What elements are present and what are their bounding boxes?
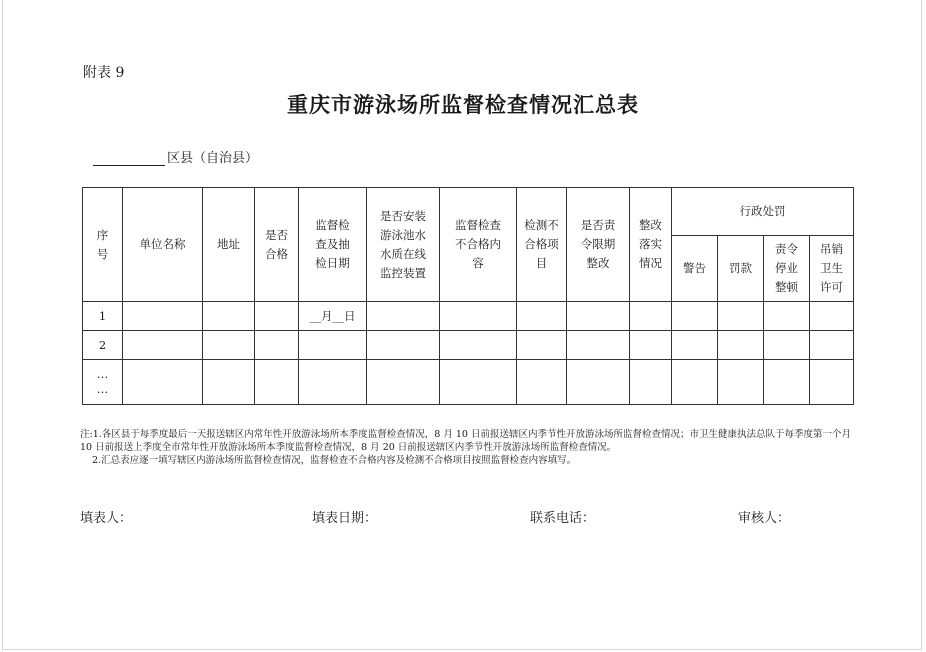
cell[interactable]	[517, 302, 567, 331]
cell[interactable]	[203, 360, 255, 405]
cell[interactable]	[672, 331, 718, 360]
header-address: 地址	[203, 188, 255, 302]
cell[interactable]	[255, 302, 299, 331]
cell[interactable]	[517, 360, 567, 405]
cell[interactable]	[123, 302, 203, 331]
row-seq: 1	[83, 302, 123, 331]
cell[interactable]	[440, 331, 517, 360]
notes	[80, 428, 860, 467]
cell[interactable]	[440, 302, 517, 331]
header-online-monitor: 是否安装游泳池水水质在线监控装置	[367, 188, 440, 302]
header-unit-name: 单位名称	[123, 188, 203, 302]
note-1: 注:1.各区县于每季度最后一天报送辖区内常年性开放游泳场所本季度监督检查情况，8 月 10 日前报送辖区内季节性开放游泳场所监督检查情况；市卫生健康执法总队于每季度第一个月 10 日前报送上季度全市常年性开放游泳场所本季度监督检查情况，8 月 20 日前报送辖区内季节性开放游泳场所监督检查情况。	[80, 429, 851, 453]
cell[interactable]	[567, 302, 630, 331]
district-field	[93, 147, 258, 166]
header-ordered-rectify: 是否责令限期整改	[567, 188, 630, 302]
cell[interactable]	[718, 360, 764, 405]
header-admin-penalty: 行政处罚	[672, 188, 854, 236]
header-test-unqualified: 检测不合格项目	[517, 188, 567, 302]
cell[interactable]	[255, 360, 299, 405]
cell[interactable]	[764, 302, 810, 331]
header-unqualified-content: 监督检查不合格内容	[440, 188, 517, 302]
cell[interactable]	[517, 331, 567, 360]
cell[interactable]	[630, 360, 672, 405]
cell[interactable]	[299, 331, 367, 360]
cell[interactable]	[367, 302, 440, 331]
header-revoke: 吊销卫生许可	[810, 236, 854, 302]
appendix-label: 附表 9	[83, 65, 125, 81]
page-title: 重庆市游泳场所监督检查情况汇总表	[287, 92, 639, 117]
phone-label: 联系电话：	[530, 511, 596, 526]
cell[interactable]	[810, 331, 854, 360]
fill-date-label: 填表日期：	[312, 511, 378, 526]
cell[interactable]	[440, 360, 517, 405]
cell[interactable]	[203, 302, 255, 331]
cell[interactable]	[299, 360, 367, 405]
header-seq: 序号	[83, 188, 123, 302]
cell[interactable]	[672, 302, 718, 331]
table-row	[83, 331, 854, 360]
cell[interactable]	[810, 360, 854, 405]
cell[interactable]	[567, 360, 630, 405]
header-fine: 罚款	[718, 236, 764, 302]
header-warning: 警告	[672, 236, 718, 302]
cell[interactable]	[123, 331, 203, 360]
header-inspection-date: 监督检查及抽检日期	[299, 188, 367, 302]
cell[interactable]	[255, 331, 299, 360]
cell[interactable]	[630, 302, 672, 331]
cell[interactable]	[764, 331, 810, 360]
cell[interactable]	[367, 360, 440, 405]
district-blank[interactable]	[93, 151, 165, 166]
cell[interactable]	[367, 331, 440, 360]
cell[interactable]	[718, 331, 764, 360]
cell[interactable]	[123, 360, 203, 405]
reviewer-label: 审核人：	[738, 511, 791, 526]
note-2: 2.汇总表应逐一填写辖区内游泳场所监督检查情况，监督检查不合格内容及检测不合格项目按照监督检查内容填写。	[92, 455, 577, 466]
table-row	[83, 360, 854, 405]
summary-table	[82, 187, 854, 405]
header-suspend: 责令停业整顿	[764, 236, 810, 302]
table-row	[83, 302, 854, 331]
row-seq: … …	[83, 360, 123, 405]
cell[interactable]	[810, 302, 854, 331]
date-cell[interactable]: __月__日	[299, 302, 367, 331]
row-seq: 2	[83, 331, 123, 360]
cell[interactable]	[203, 331, 255, 360]
district-suffix: 区县（自治县）	[167, 151, 259, 166]
cell[interactable]	[718, 302, 764, 331]
filler-label: 填表人：	[80, 511, 133, 526]
header-rectify-status: 整改落实情况	[630, 188, 672, 302]
cell[interactable]	[672, 360, 718, 405]
cell[interactable]	[764, 360, 810, 405]
header-qualified: 是否合格	[255, 188, 299, 302]
cell[interactable]	[567, 331, 630, 360]
cell[interactable]	[630, 331, 672, 360]
